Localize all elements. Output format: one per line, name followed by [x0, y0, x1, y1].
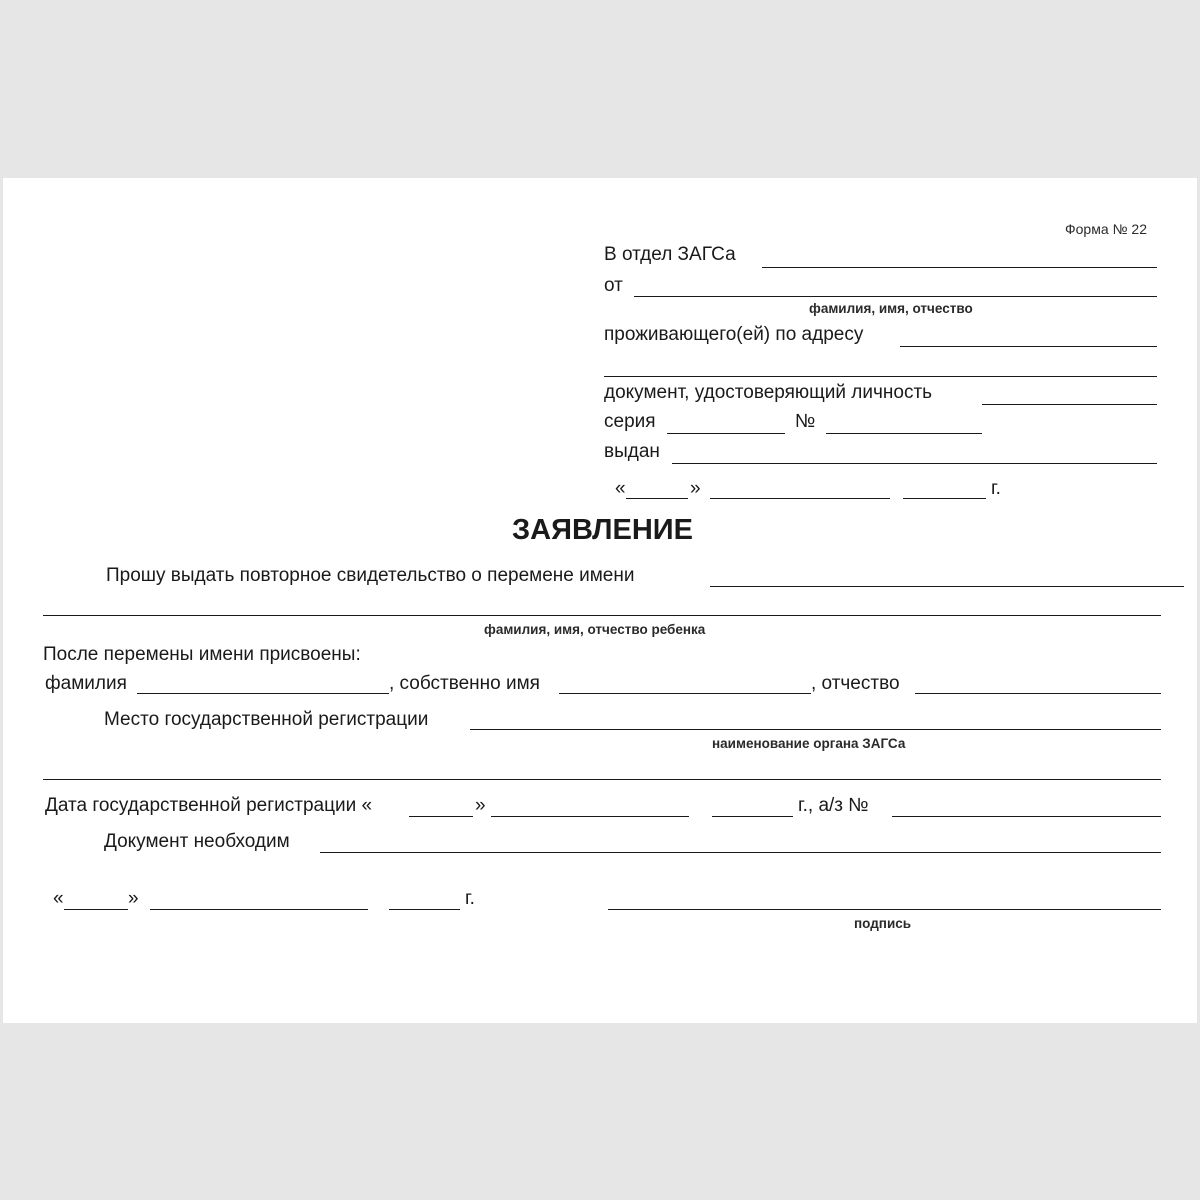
after-change-label: После перемены имени присвоены:	[43, 644, 361, 665]
sign-month-field[interactable]	[150, 909, 368, 910]
sign-date-quote-close: »	[128, 888, 139, 909]
id-number-field[interactable]	[826, 433, 982, 434]
residing-label: проживающего(ей) по адресу	[604, 324, 864, 345]
sign-day-field[interactable]	[64, 909, 128, 910]
request-field-2[interactable]	[43, 615, 1161, 616]
sign-year-suffix: г.	[465, 888, 475, 909]
given-name-label: , собственно имя	[389, 673, 540, 694]
reg-year-field[interactable]	[712, 816, 793, 817]
patronymic-label: , отчество	[811, 673, 900, 694]
issued-field[interactable]	[672, 463, 1157, 464]
sign-date-quote-open: «	[53, 888, 64, 909]
from-field[interactable]	[634, 296, 1157, 297]
issued-month-field[interactable]	[710, 498, 890, 499]
given-name-field[interactable]	[559, 693, 811, 694]
issued-day-field[interactable]	[626, 498, 688, 499]
zags-hint: наименование органа ЗАГСа	[712, 736, 906, 751]
reg-date-label: Дата государственной регистрации «	[45, 795, 373, 816]
form-sheet	[3, 178, 1197, 1023]
issued-label: выдан	[604, 441, 660, 462]
address-field-2[interactable]	[604, 376, 1157, 377]
to-office-label: В отдел ЗАГСа	[604, 244, 736, 265]
issued-year-field[interactable]	[903, 498, 986, 499]
request-text: Прошу выдать повторное свидетельство о перемене имени	[106, 565, 635, 586]
reg-day-field[interactable]	[409, 816, 473, 817]
series-label: серия	[604, 411, 656, 432]
issued-quote-close: »	[690, 478, 701, 499]
reg-place-field-2[interactable]	[43, 779, 1161, 780]
reg-place-label: Место государственной регистрации	[104, 709, 429, 730]
document-title: ЗАЯВЛЕНИЕ	[512, 514, 693, 546]
surname-field[interactable]	[137, 693, 389, 694]
patronymic-field[interactable]	[915, 693, 1161, 694]
needed-for-label: Документ необходим	[104, 831, 290, 852]
record-no-label: г., а/з №	[798, 795, 869, 816]
needed-for-field[interactable]	[320, 852, 1161, 853]
from-label: от	[604, 275, 623, 296]
id-document-field[interactable]	[982, 404, 1157, 405]
series-field[interactable]	[667, 433, 785, 434]
record-no-field[interactable]	[892, 816, 1161, 817]
issued-year-suffix: г.	[991, 478, 1001, 499]
issued-quote-open: «	[615, 478, 626, 499]
child-hint: фамилия, имя, отчество ребенка	[484, 622, 706, 637]
id-document-label: документ, удостоверяющий личность	[604, 382, 933, 403]
to-office-field[interactable]	[762, 267, 1157, 268]
reg-date-quote-close: »	[475, 795, 486, 816]
signature-hint: подпись	[854, 916, 912, 931]
sign-year-field[interactable]	[389, 909, 460, 910]
surname-label: фамилия	[45, 673, 127, 694]
signature-field[interactable]	[608, 909, 1161, 910]
reg-month-field[interactable]	[491, 816, 689, 817]
address-field-1[interactable]	[900, 346, 1157, 347]
request-field-1[interactable]	[710, 586, 1184, 587]
reg-place-field-1[interactable]	[470, 729, 1161, 730]
number-sign: №	[795, 411, 816, 432]
from-hint: фамилия, имя, отчество	[809, 301, 973, 316]
form-number: Форма № 22	[1065, 221, 1147, 237]
